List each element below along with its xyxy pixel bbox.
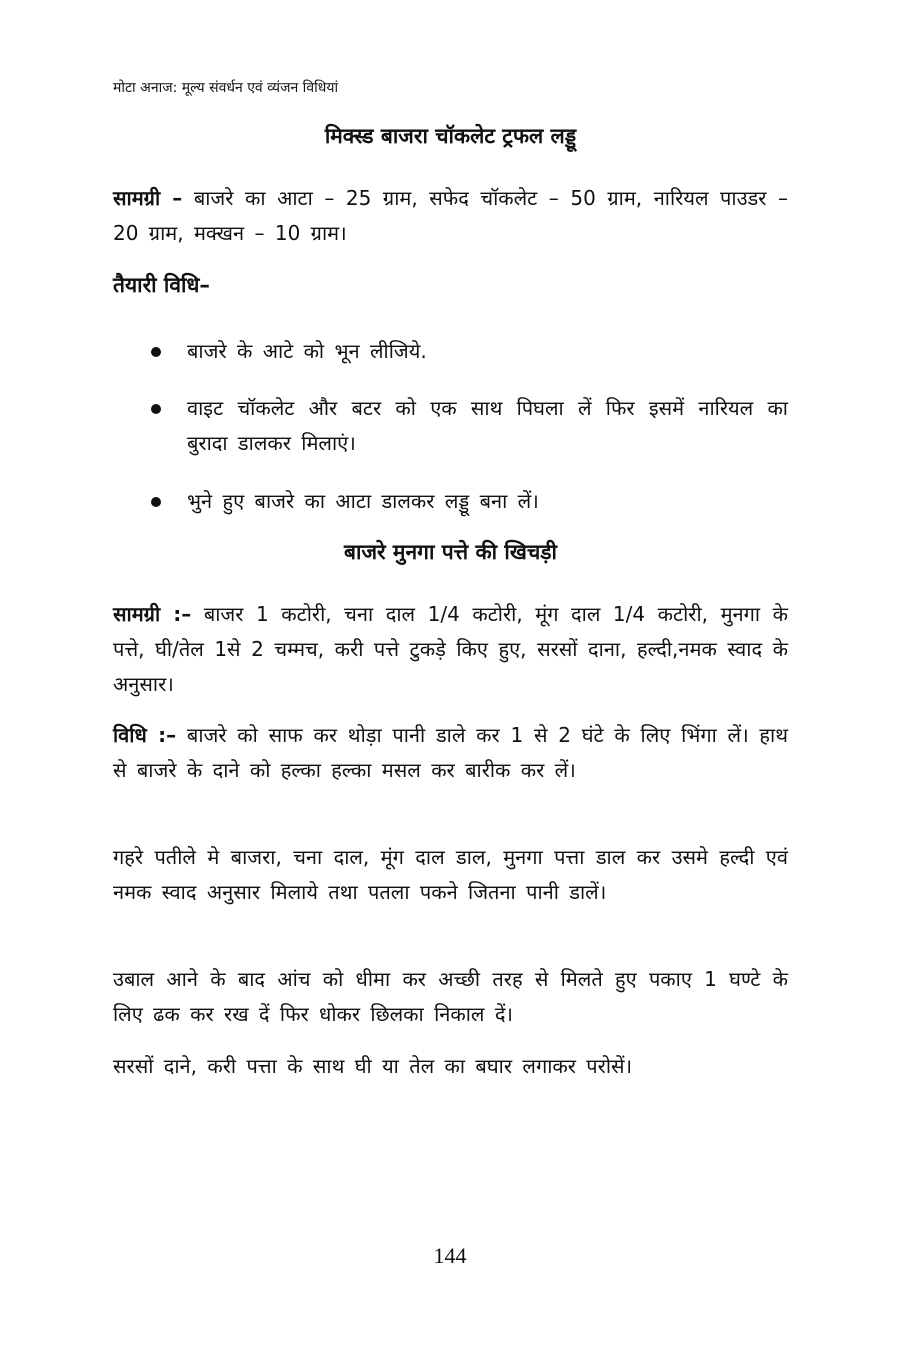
recipe2-ingredients-text: बाजर 1 कटोरी, चना दाल 1/4 कटोरी, मूंग दाल 1/4 कटोरी, मुनगा के पत्ते, घी/तेल 1से 2 चम्मच, करी पत्ते टुकड़े किए हुए, सरसों दाना, हल्दी,नमक स्वाद के अनुसार। <box>113 602 788 696</box>
step-text: वाइट चॉकलेट और बटर को एक साथ पिघला लें फिर इसमें नारियल का बुरादा डालकर मिलाएं। <box>187 396 788 455</box>
recipe2-ingredients-label: सामग्री :– <box>113 602 192 626</box>
recipe2-paragraph: गहरे पतीले मे बाजरा, चना दाल, मूंग दाल डाल, मुनगा पत्ता डाल कर उसमे हल्दी एवं नमक स्वाद अनुसार मिलाये तथा पतला पकने जितना पानी डालें। <box>113 845 788 904</box>
bullet-icon <box>151 404 161 414</box>
recipe2-ingredients <box>113 597 788 702</box>
recipe2-method <box>113 718 788 788</box>
recipe2-method-text: बाजरे को साफ कर थोड़ा पानी डाले कर 1 से 2 घंटे के लिए भिंगा लें। हाथ से बाजरे के दाने को हल्का हल्का मसल कर बारीक कर लें। <box>113 723 788 782</box>
recipe1-ingredients-text: बाजरे का आटा – 25 ग्राम, सफेद चॉकलेट – 50 ग्राम, नारियल पाउडर – 20 ग्राम, मक्खन – 10 ग्राम। <box>113 186 788 245</box>
recipe2-paragraph: सरसों दाने, करी पत्ता के साथ घी या तेल का बघार लगाकर परोसें। <box>113 1054 633 1078</box>
recipe2-title: बाजरे मुनगा पत्ते की खिचड़ी <box>344 540 557 564</box>
recipe1-ingredients <box>113 181 788 251</box>
bullet-icon <box>151 497 161 507</box>
step-text: भुने हुए बाजरे का आटा डालकर लड्डू बना लें। <box>187 489 539 513</box>
recipe1-method-heading: तैयारी विधि– <box>113 273 210 297</box>
recipe1-ingredients-label: सामग्री – <box>113 186 183 210</box>
recipe1-title: मिक्स्ड बाजरा चॉकलेट ट्रफल लड्डू <box>324 124 577 148</box>
bullet-icon <box>151 347 161 357</box>
page-number: 144 <box>433 1243 467 1268</box>
running-header: मोटा अनाज: मूल्य संवर्धन एवं व्यंजन विधियां <box>113 80 339 96</box>
recipe2-method-label: विधि :– <box>113 723 177 747</box>
step-text: बाजरे के आटे को भून लीजिये. <box>187 339 427 363</box>
recipe2-paragraph: उबाल आने के बाद आंच को धीमा कर अच्छी तरह से मिलते हुए पकाए 1 घण्टे के लिए ढक कर रख दें फिर धोकर छिलका निकाल दें। <box>113 967 788 1026</box>
